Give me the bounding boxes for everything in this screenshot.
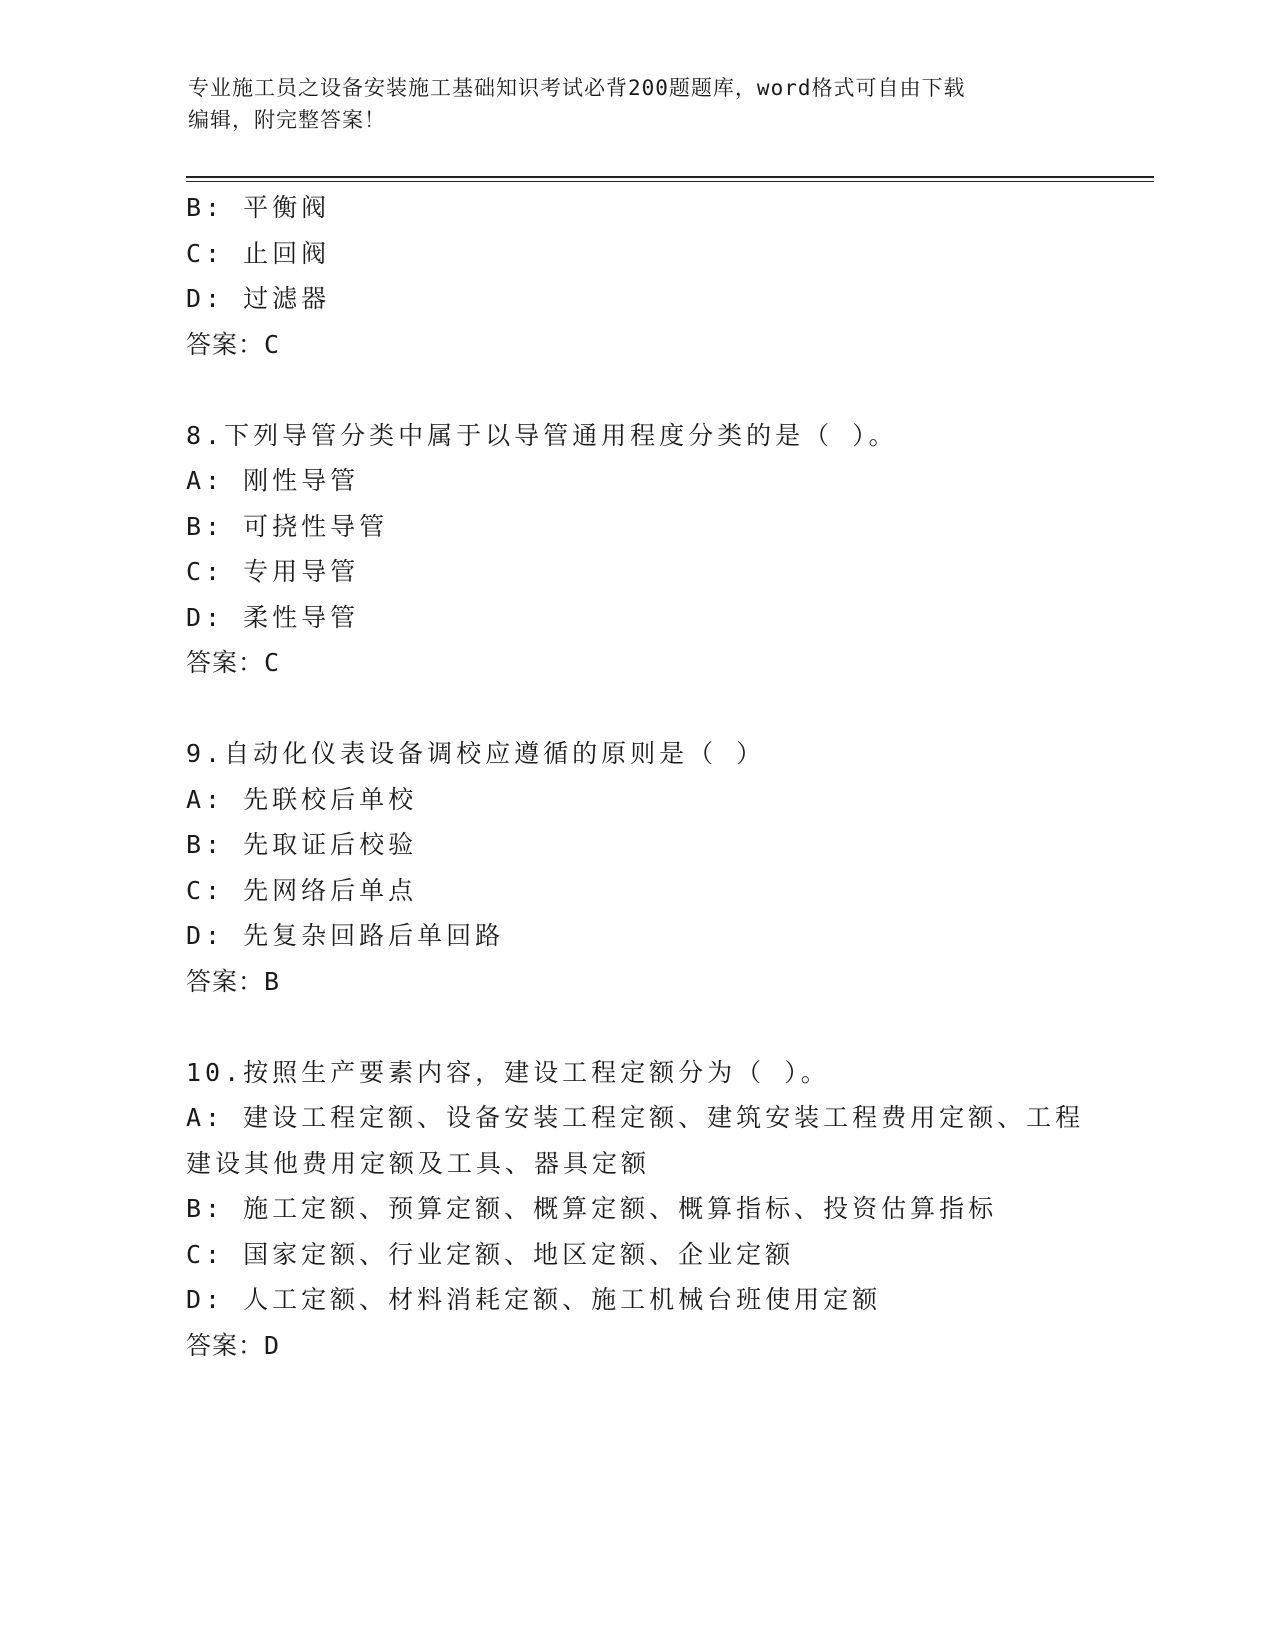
question-7-block [186, 185, 1106, 367]
answer-line [186, 322, 1106, 368]
option-text: 刚性导管 [243, 466, 360, 495]
answer-line [186, 640, 1106, 686]
option-letter: D: [186, 284, 225, 313]
option-text: 国家定额、行业定额、地区定额、企业定额 [243, 1239, 795, 1269]
option-text: 平衡阀 [243, 193, 331, 222]
question-text: 8.下列导管分类中属于以导管通用程度分类的是（ ）。 [186, 420, 898, 450]
option-c [186, 231, 1106, 277]
question-list [186, 185, 1106, 1368]
spacer [186, 367, 1106, 413]
question-9-block [186, 731, 1106, 1004]
option-letter: B: [186, 830, 225, 859]
option-letter: D: [186, 921, 225, 950]
option-text: 专用导管 [243, 557, 360, 586]
option-text: 人工定额、材料消耗定额、施工机械台班使用定额 [243, 1285, 882, 1314]
question-text: 9.自动化仪表设备调校应遵循的原则是（ ） [186, 739, 766, 768]
option-d [186, 913, 1106, 959]
option-text: 施工定额、预算定额、概算定额、概算指标、投资估算指标 [243, 1194, 998, 1223]
answer-value: C [264, 648, 281, 677]
header-title-line-2: 编辑，附完整答案！ [188, 108, 386, 132]
answer-label: 答案： [186, 329, 265, 359]
option-text: 先网络后单点 [243, 875, 418, 905]
header-divider-thick [186, 176, 1154, 178]
header-divider-thin [186, 181, 1154, 182]
option-d [186, 595, 1106, 641]
answer-line [186, 959, 1106, 1005]
option-letter: C: [186, 1239, 225, 1269]
option-a-line-2: 建设其他费用定额及工具、器具定额 [186, 1148, 651, 1178]
option-letter: A: [186, 466, 225, 495]
option-letter: C: [186, 238, 225, 268]
answer-value: B [264, 966, 281, 996]
spacer [186, 686, 1106, 732]
option-b [186, 822, 1106, 868]
option-d [186, 276, 1106, 322]
answer-label: 答案： [186, 648, 265, 677]
option-c [186, 549, 1106, 595]
option-letter: B: [186, 193, 225, 222]
answer-label: 答案： [186, 1330, 265, 1360]
option-text: 柔性导管 [243, 602, 360, 632]
answer-value: C [264, 329, 281, 359]
option-c [186, 868, 1106, 914]
option-text: 先取证后校验 [243, 830, 418, 859]
option-text: 止回阀 [243, 238, 331, 268]
option-b [186, 1186, 1106, 1232]
question-10-block [186, 1050, 1106, 1369]
answer-value: D [264, 1330, 281, 1360]
header-title-line-1: 专业施工员之设备安装施工基础知识考试必背200题题库，word格式可自由下载 [188, 76, 966, 100]
option-text: 先复杂回路后单回路 [243, 921, 505, 950]
option-text: 先联校后单校 [243, 784, 418, 814]
option-b [186, 504, 1106, 550]
option-letter: D: [186, 602, 225, 632]
option-d [186, 1277, 1106, 1323]
option-letter: A: [186, 784, 225, 814]
option-letter: B: [186, 511, 225, 541]
option-a [186, 777, 1106, 823]
question-text: 10.按照生产要素内容，建设工程定额分为（ ）。 [186, 1057, 830, 1087]
option-letter: B: [186, 1194, 225, 1223]
option-letter: C: [186, 875, 225, 905]
option-c [186, 1232, 1106, 1278]
option-a [186, 458, 1106, 504]
option-letter: D: [186, 1285, 225, 1314]
option-text: 可挠性导管 [243, 511, 389, 541]
option-text: 过滤器 [243, 284, 331, 313]
spacer [186, 1004, 1106, 1050]
question-8-block [186, 413, 1106, 686]
answer-line [186, 1323, 1106, 1369]
option-a-line-1: A: 建设工程定额、设备安装工程定额、建筑安装工程费用定额、工程 [186, 1103, 1085, 1132]
option-letter: C: [186, 557, 225, 586]
answer-label: 答案： [186, 966, 265, 996]
option-b [186, 185, 1106, 231]
document-header [188, 72, 1068, 136]
